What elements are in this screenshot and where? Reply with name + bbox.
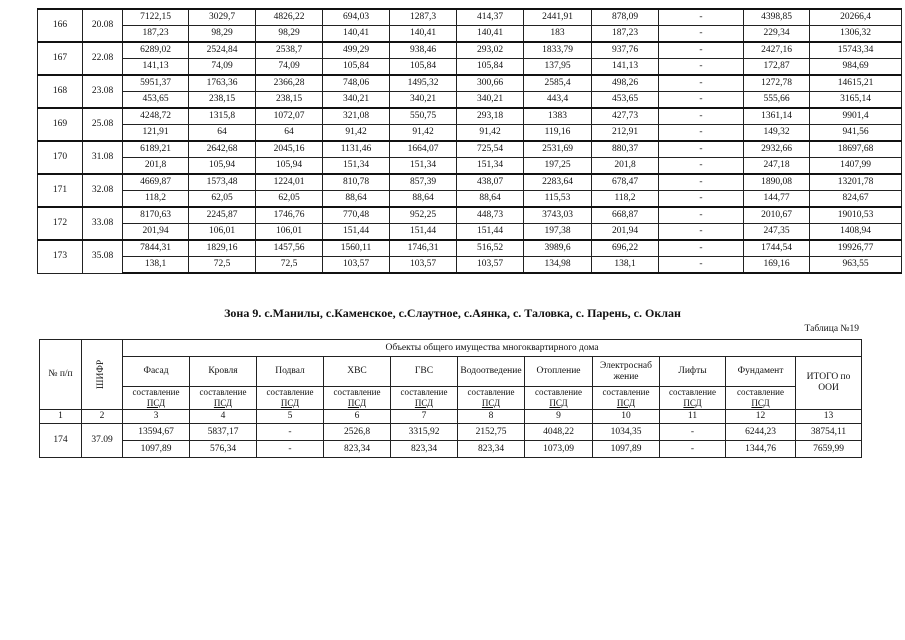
cell-value: 238,15: [189, 92, 256, 109]
cell-value: 938,46: [390, 42, 457, 59]
cell-value: -: [659, 125, 744, 142]
cell-value: 91,42: [323, 125, 390, 142]
cell-value: 151,44: [457, 224, 524, 241]
cell-value: 823,34: [458, 441, 525, 458]
cell-value: -: [660, 424, 726, 441]
cell-value: 74,09: [189, 59, 256, 76]
cell-value: 144,77: [744, 191, 810, 208]
row-code: 23.08: [83, 75, 123, 108]
cell-value: 98,29: [189, 26, 256, 43]
cell-value: 1306,32: [810, 26, 902, 43]
cell-value: 1131,46: [323, 141, 390, 158]
sub-header-line2: ПСД: [683, 398, 702, 408]
cell-value: 6289,02: [123, 42, 189, 59]
row-number: 169: [38, 108, 83, 141]
cell-value: 2585,4: [524, 75, 592, 92]
cell-value: 443,4: [524, 92, 592, 109]
cell-value: -: [659, 75, 744, 92]
row-code: 20.08: [83, 9, 123, 42]
column-number: 9: [525, 410, 593, 424]
cell-value: -: [659, 158, 744, 175]
row-code: 32.08: [83, 174, 123, 207]
column-header: Электроснаб жение: [593, 357, 660, 387]
cell-value: -: [659, 92, 744, 109]
cell-value: 293,18: [457, 108, 524, 125]
cell-value: 2283,64: [524, 174, 592, 191]
cell-value: 169,16: [744, 257, 810, 274]
cell-value: 1315,8: [189, 108, 256, 125]
cell-value: 197,25: [524, 158, 592, 175]
cell-value: 72,5: [189, 257, 256, 274]
cell-value: 1833,79: [524, 42, 592, 59]
sub-header-line2: ПСД: [146, 398, 166, 408]
row-code: 25.08: [83, 108, 123, 141]
cell-value: 151,34: [323, 158, 390, 175]
column-number: 5: [257, 410, 324, 424]
table-row: [38, 240, 902, 257]
cell-value: 321,08: [323, 108, 390, 125]
cell-value: 2524,84: [189, 42, 256, 59]
cell-value: 952,25: [390, 207, 457, 224]
continuation-table: [37, 8, 902, 274]
table-row: [38, 224, 902, 241]
row-number: 170: [38, 141, 83, 174]
cell-value: 668,87: [592, 207, 659, 224]
cell-value: 38754,11: [796, 424, 862, 441]
cell-value: 3165,14: [810, 92, 902, 109]
col-header-code-text: ШИФР: [96, 359, 107, 390]
cell-value: 9901,4: [810, 108, 902, 125]
cell-value: 823,34: [391, 441, 458, 458]
cell-value: 810,78: [323, 174, 390, 191]
cell-value: 183: [524, 26, 592, 43]
cell-value: -: [659, 9, 744, 26]
cell-value: 105,84: [457, 59, 524, 76]
col-header-np: № п/п: [40, 340, 82, 410]
cell-value: 201,94: [592, 224, 659, 241]
row-number: 171: [38, 174, 83, 207]
cell-value: 115,53: [524, 191, 592, 208]
cell-value: 448,73: [457, 207, 524, 224]
cell-value: 2642,68: [189, 141, 256, 158]
cell-value: -: [659, 191, 744, 208]
cell-value: 694,03: [323, 9, 390, 26]
cell-value: 1890,08: [744, 174, 810, 191]
cell-value: 453,65: [592, 92, 659, 109]
cell-value: 576,34: [190, 441, 257, 458]
cell-value: 7844,31: [123, 240, 189, 257]
sub-header-cell: [257, 387, 324, 410]
sub-header-line2: ПСД: [549, 398, 568, 408]
sub-header-line1: составление: [535, 387, 582, 397]
cell-value: -: [659, 207, 744, 224]
cell-value: 62,05: [189, 191, 256, 208]
cell-value: -: [659, 26, 744, 43]
cell-value: 105,94: [189, 158, 256, 175]
row-code: 35.08: [83, 240, 123, 273]
cell-value: 2538,7: [256, 42, 323, 59]
cell-value: 414,37: [457, 9, 524, 26]
cell-value: 1224,01: [256, 174, 323, 191]
cell-value: -: [660, 441, 726, 458]
cell-value: 824,67: [810, 191, 902, 208]
cell-value: 6189,21: [123, 141, 189, 158]
table-row: [38, 191, 902, 208]
cell-value: 880,37: [592, 141, 659, 158]
cell-value: 151,34: [390, 158, 457, 175]
cell-value: 2010,67: [744, 207, 810, 224]
cell-value: 1034,35: [593, 424, 660, 441]
column-header-total: ИТОГО по ООИ: [796, 357, 862, 410]
row-code: 31.08: [83, 141, 123, 174]
sub-header-cell: [726, 387, 796, 410]
zone9-table: [39, 339, 862, 458]
sub-header-line2: ПСД: [280, 398, 300, 408]
column-header: Подвал: [257, 357, 324, 387]
column-number: 2: [82, 410, 123, 424]
table-row: [38, 207, 902, 224]
cell-value: 19010,53: [810, 207, 902, 224]
cell-value: -: [659, 59, 744, 76]
sub-header-line2: ПСД: [213, 398, 233, 408]
sub-header-cell: [123, 387, 190, 410]
cell-value: 1763,36: [189, 75, 256, 92]
cell-value: 2441,91: [524, 9, 592, 26]
sub-header-line1: составление: [669, 387, 716, 397]
cell-value: -: [659, 240, 744, 257]
cell-value: 2366,28: [256, 75, 323, 92]
column-header: Фундамент: [726, 357, 796, 387]
cell-value: 138,1: [123, 257, 189, 274]
cell-value: -: [659, 224, 744, 241]
table-row: [38, 174, 902, 191]
cell-value: 64: [256, 125, 323, 142]
column-number: 7: [391, 410, 458, 424]
column-header: Фасад: [123, 357, 190, 387]
cell-value: 340,21: [390, 92, 457, 109]
cell-value: 499,29: [323, 42, 390, 59]
cell-value: 141,13: [123, 59, 189, 76]
cell-value: 151,34: [457, 158, 524, 175]
cell-value: 453,65: [123, 92, 189, 109]
row-number: 172: [38, 207, 83, 240]
cell-value: 8170,63: [123, 207, 189, 224]
cell-value: 105,94: [256, 158, 323, 175]
cell-value: 2045,16: [256, 141, 323, 158]
cell-value: 106,01: [189, 224, 256, 241]
cell-value: 937,76: [592, 42, 659, 59]
cell-value: 134,98: [524, 257, 592, 274]
sub-header-cell: [458, 387, 525, 410]
cell-value: 678,47: [592, 174, 659, 191]
table-row: [38, 59, 902, 76]
cell-value: 13594,67: [123, 424, 190, 441]
row-number: 173: [38, 240, 83, 273]
cell-value: 1097,89: [593, 441, 660, 458]
cell-value: 74,09: [256, 59, 323, 76]
table-row: [38, 141, 902, 158]
cell-value: 516,52: [457, 240, 524, 257]
cell-value: 2427,16: [744, 42, 810, 59]
cell-value: 1383: [524, 108, 592, 125]
col-header-code: [82, 340, 123, 410]
cell-value: 105,84: [323, 59, 390, 76]
cell-value: 121,91: [123, 125, 189, 142]
cell-value: 1344,76: [726, 441, 796, 458]
table-row: [38, 125, 902, 142]
sub-header-line1: составление: [602, 387, 650, 397]
cell-value: -: [257, 424, 324, 441]
table-row: [38, 257, 902, 274]
column-names-row: [40, 357, 862, 387]
sub-header-line1: составление: [132, 387, 180, 397]
cell-value: 103,57: [323, 257, 390, 274]
column-number: 13: [796, 410, 862, 424]
column-header: Водоотведение: [458, 357, 525, 387]
cell-value: 725,54: [457, 141, 524, 158]
cell-value: 555,66: [744, 92, 810, 109]
sub-header-line1: составление: [737, 387, 784, 397]
column-header: Отопление: [525, 357, 593, 387]
cell-value: 201,8: [123, 158, 189, 175]
sub-header-line2: ПСД: [616, 398, 636, 408]
row-code: 37.09: [82, 424, 123, 458]
sub-header-cell: [660, 387, 726, 410]
cell-value: 2531,69: [524, 141, 592, 158]
cell-value: 88,64: [390, 191, 457, 208]
table-row: [38, 108, 902, 125]
column-number: 8: [458, 410, 525, 424]
cell-value: -: [659, 257, 744, 274]
cell-value: 2526,8: [324, 424, 391, 441]
cell-value: 2245,87: [189, 207, 256, 224]
row-code: 22.08: [83, 42, 123, 75]
cell-value: 2932,66: [744, 141, 810, 158]
cell-value: 72,5: [256, 257, 323, 274]
sub-header-line1: составление: [199, 387, 247, 397]
cell-value: 7122,15: [123, 9, 189, 26]
column-number: 4: [190, 410, 257, 424]
cell-value: 4826,22: [256, 9, 323, 26]
cell-value: 201,8: [592, 158, 659, 175]
column-number: 6: [324, 410, 391, 424]
cell-value: -: [659, 141, 744, 158]
cell-value: 427,73: [592, 108, 659, 125]
sub-header-cell: [593, 387, 660, 410]
zone-title: Зона 9. с.Манилы, с.Каменское, с.Слаутное, с.Аянка, с. Таловка, с. Парень, с. Оклан: [224, 306, 681, 320]
sub-header-line1: составление: [467, 387, 515, 397]
sub-header-cell: [324, 387, 391, 410]
cell-value: 293,02: [457, 42, 524, 59]
table-row: [40, 424, 862, 441]
cell-value: 212,91: [592, 125, 659, 142]
cell-value: 88,64: [457, 191, 524, 208]
sub-header-line2: ПСД: [481, 398, 501, 408]
column-header: Лифты: [660, 357, 726, 387]
row-code: 33.08: [83, 207, 123, 240]
cell-value: 984,69: [810, 59, 902, 76]
cell-value: 1829,16: [189, 240, 256, 257]
cell-value: 119,16: [524, 125, 592, 142]
column-number: 1: [40, 410, 82, 424]
cell-value: 1560,11: [323, 240, 390, 257]
cell-value: 4048,22: [525, 424, 593, 441]
cell-value: 247,35: [744, 224, 810, 241]
cell-value: 1407,99: [810, 158, 902, 175]
cell-value: -: [659, 174, 744, 191]
cell-value: 1272,78: [744, 75, 810, 92]
row-number: 167: [38, 42, 83, 75]
cell-value: 1073,09: [525, 441, 593, 458]
cell-value: 91,42: [457, 125, 524, 142]
cell-value: 62,05: [256, 191, 323, 208]
cell-value: 5951,37: [123, 75, 189, 92]
cell-value: 137,95: [524, 59, 592, 76]
row-number: 174: [40, 424, 82, 458]
sub-header-row: [40, 387, 862, 410]
cell-value: 1457,56: [256, 240, 323, 257]
cell-value: 151,44: [323, 224, 390, 241]
cell-value: 20266,4: [810, 9, 902, 26]
cell-value: 1746,31: [390, 240, 457, 257]
cell-value: 3989,6: [524, 240, 592, 257]
cell-value: 963,55: [810, 257, 902, 274]
table-row: [40, 441, 862, 458]
table-row: [38, 158, 902, 175]
sub-header-line1: составление: [400, 387, 448, 397]
cell-value: 696,22: [592, 240, 659, 257]
cell-value: 1072,07: [256, 108, 323, 125]
table-row: [38, 26, 902, 43]
cell-value: 98,29: [256, 26, 323, 43]
cell-value: 878,09: [592, 9, 659, 26]
cell-value: 770,48: [323, 207, 390, 224]
cell-value: 1744,54: [744, 240, 810, 257]
column-number-row: [40, 410, 862, 424]
cell-value: 748,06: [323, 75, 390, 92]
cell-value: 823,34: [324, 441, 391, 458]
sub-header-cell: [391, 387, 458, 410]
cell-value: 140,41: [457, 26, 524, 43]
cell-value: 498,26: [592, 75, 659, 92]
cell-value: 141,13: [592, 59, 659, 76]
cell-value: 151,44: [390, 224, 457, 241]
cell-value: 247,18: [744, 158, 810, 175]
table-label: Таблица №19: [804, 324, 859, 334]
column-number: 12: [726, 410, 796, 424]
cell-value: 1573,48: [189, 174, 256, 191]
cell-value: 4398,85: [744, 9, 810, 26]
cell-value: 1746,76: [256, 207, 323, 224]
row-number: 168: [38, 75, 83, 108]
cell-value: 438,07: [457, 174, 524, 191]
cell-value: 91,42: [390, 125, 457, 142]
cell-value: 1408,94: [810, 224, 902, 241]
cell-value: 15743,34: [810, 42, 902, 59]
cell-value: 103,57: [390, 257, 457, 274]
sub-header-line2: ПСД: [414, 398, 434, 408]
cell-value: 103,57: [457, 257, 524, 274]
cell-value: 6244,23: [726, 424, 796, 441]
cell-value: 3029,7: [189, 9, 256, 26]
cell-value: 229,34: [744, 26, 810, 43]
cell-value: -: [659, 42, 744, 59]
cell-value: -: [257, 441, 324, 458]
sub-header-line2: ПСД: [751, 398, 770, 408]
column-number: 3: [123, 410, 190, 424]
cell-value: 3315,92: [391, 424, 458, 441]
cell-value: 14615,21: [810, 75, 902, 92]
cell-value: 140,41: [390, 26, 457, 43]
cell-value: -: [659, 108, 744, 125]
cell-value: 118,2: [123, 191, 189, 208]
sub-header-cell: [190, 387, 257, 410]
cell-value: 118,2: [592, 191, 659, 208]
row-number: 166: [38, 9, 83, 42]
cell-value: 3743,03: [524, 207, 592, 224]
cell-value: 4248,72: [123, 108, 189, 125]
cell-value: 550,75: [390, 108, 457, 125]
table-row: [38, 92, 902, 109]
cell-value: 149,32: [744, 125, 810, 142]
group-header: Объекты общего имущества многоквартирного дома: [123, 340, 862, 357]
sub-header-line2: ПСД: [347, 398, 367, 408]
cell-value: 187,23: [592, 26, 659, 43]
cell-value: 238,15: [256, 92, 323, 109]
sub-header-line1: составление: [333, 387, 381, 397]
cell-value: 300,66: [457, 75, 524, 92]
cell-value: 857,39: [390, 174, 457, 191]
cell-value: 187,23: [123, 26, 189, 43]
cell-value: 2152,75: [458, 424, 525, 441]
column-header: ХВС: [324, 357, 391, 387]
cell-value: 1287,3: [390, 9, 457, 26]
cell-value: 1097,89: [123, 441, 190, 458]
cell-value: 1361,14: [744, 108, 810, 125]
cell-value: 340,21: [457, 92, 524, 109]
sub-header-cell: [525, 387, 593, 410]
cell-value: 19926,77: [810, 240, 902, 257]
cell-value: 941,56: [810, 125, 902, 142]
cell-value: 106,01: [256, 224, 323, 241]
cell-value: 340,21: [323, 92, 390, 109]
cell-value: 13201,78: [810, 174, 902, 191]
cell-value: 4669,87: [123, 174, 189, 191]
cell-value: 105,84: [390, 59, 457, 76]
cell-value: 1664,07: [390, 141, 457, 158]
column-header: ГВС: [391, 357, 458, 387]
cell-value: 197,38: [524, 224, 592, 241]
cell-value: 7659,99: [796, 441, 862, 458]
column-header: Кровля: [190, 357, 257, 387]
cell-value: 140,41: [323, 26, 390, 43]
cell-value: 18697,68: [810, 141, 902, 158]
table-row: [38, 42, 902, 59]
cell-value: 172,87: [744, 59, 810, 76]
table-row: [38, 75, 902, 92]
column-number: 10: [593, 410, 660, 424]
table-row: [38, 9, 902, 26]
column-number: 11: [660, 410, 726, 424]
cell-value: 5837,17: [190, 424, 257, 441]
cell-value: 64: [189, 125, 256, 142]
cell-value: 88,64: [323, 191, 390, 208]
sub-header-line1: составление: [266, 387, 314, 397]
cell-value: 1495,32: [390, 75, 457, 92]
cell-value: 138,1: [592, 257, 659, 274]
cell-value: 201,94: [123, 224, 189, 241]
